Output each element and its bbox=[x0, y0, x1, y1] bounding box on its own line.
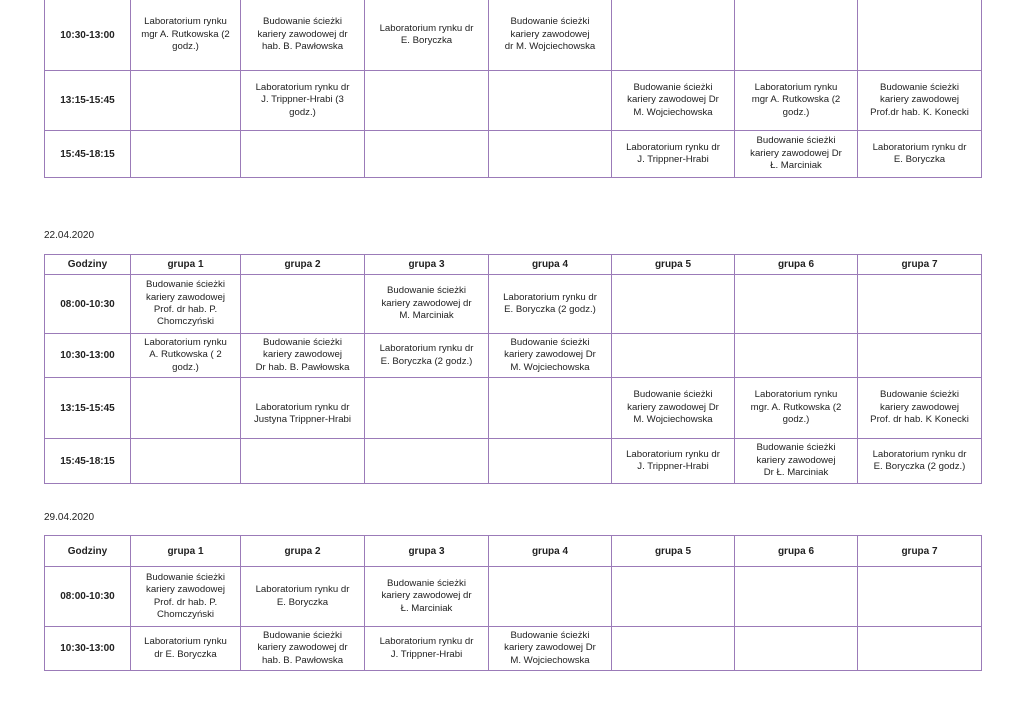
schedule-table-29-04 bbox=[44, 535, 982, 671]
time-slot: 08:00-10:30 bbox=[45, 567, 131, 627]
class-cell bbox=[241, 439, 365, 484]
class-cell: Budowanie ścieżki kariery zawodowej dr hab. B. Pawłowska bbox=[241, 0, 365, 71]
time-slot: 15:45-18:15 bbox=[45, 131, 131, 178]
class-cell bbox=[489, 71, 612, 131]
group-header: grupa 3 bbox=[365, 536, 489, 567]
class-cell bbox=[489, 567, 612, 627]
group-header: grupa 5 bbox=[612, 255, 735, 275]
class-cell bbox=[735, 627, 858, 671]
class-cell: Budowanie ścieżki kariery zawodowej Dr Ł. Marciniak bbox=[735, 131, 858, 178]
class-cell bbox=[365, 131, 489, 178]
class-cell bbox=[489, 131, 612, 178]
group-header: grupa 7 bbox=[858, 536, 982, 567]
class-cell: Laboratorium rynku mgr A. Rutkowska (2 godz.) bbox=[131, 0, 241, 71]
class-cell: Budowanie ścieżki kariery zawodowej Dr M. Wojciechowska bbox=[612, 378, 735, 439]
group-header: grupa 5 bbox=[612, 536, 735, 567]
class-cell bbox=[365, 439, 489, 484]
schedule-row bbox=[45, 334, 982, 378]
class-cell: Budowanie ścieżki kariery zawodowej Dr M. Wojciechowska bbox=[612, 71, 735, 131]
class-cell: Budowanie ścieżki kariery zawodowej Dr M. Wojciechowska bbox=[489, 627, 612, 671]
time-slot: 10:30-13:00 bbox=[45, 0, 131, 71]
class-cell bbox=[241, 275, 365, 334]
class-cell: Laboratorium rynku dr J. Trippner-Hrabi bbox=[612, 439, 735, 484]
group-header: grupa 2 bbox=[241, 536, 365, 567]
class-cell bbox=[131, 71, 241, 131]
group-header: grupa 1 bbox=[131, 255, 241, 275]
header-row bbox=[45, 536, 982, 567]
schedule-row bbox=[45, 567, 982, 627]
class-cell: Laboratorium rynku dr E. Boryczka (2 godz.) bbox=[489, 275, 612, 334]
schedule-row bbox=[45, 627, 982, 671]
group-header: grupa 4 bbox=[489, 255, 612, 275]
time-slot: 13:15-15:45 bbox=[45, 71, 131, 131]
schedule-row bbox=[45, 131, 982, 178]
class-cell: Laboratorium rynku dr J. Trippner-Hrabi (3 godz.) bbox=[241, 71, 365, 131]
hours-header: Godziny bbox=[45, 536, 131, 567]
class-cell: Laboratorium rynku dr E. Boryczka bbox=[241, 567, 365, 627]
class-cell: Laboratorium rynku dr E. Boryczka (2 godz.) bbox=[858, 439, 982, 484]
class-cell: Budowanie ścieżki kariery zawodowej Prof. dr hab. K Konecki bbox=[858, 378, 982, 439]
class-cell bbox=[858, 275, 982, 334]
class-cell bbox=[612, 0, 735, 71]
class-cell: Budowanie ścieżki kariery zawodowej dr hab. B. Pawłowska bbox=[241, 627, 365, 671]
class-cell: Laboratorium rynku A. Rutkowska ( 2 godz.) bbox=[131, 334, 241, 378]
class-cell: Laboratorium rynku dr J. Trippner-Hrabi bbox=[365, 627, 489, 671]
group-header: grupa 4 bbox=[489, 536, 612, 567]
schedule-row bbox=[45, 378, 982, 439]
time-slot: 15:45-18:15 bbox=[45, 439, 131, 484]
class-cell bbox=[858, 0, 982, 71]
class-cell bbox=[131, 378, 241, 439]
class-cell: Laboratorium rynku dr Justyna Trippner-Hrabi bbox=[241, 378, 365, 439]
class-cell: Laboratorium rynku mgr. A. Rutkowska (2 godz.) bbox=[735, 378, 858, 439]
header-row bbox=[45, 255, 982, 275]
class-cell bbox=[365, 378, 489, 439]
hours-header: Godziny bbox=[45, 255, 131, 275]
class-cell bbox=[858, 567, 982, 627]
class-cell bbox=[735, 334, 858, 378]
time-slot: 13:15-15:45 bbox=[45, 378, 131, 439]
class-cell: Budowanie ścieżki kariery zawodowej Dr Ł. Marciniak bbox=[735, 439, 858, 484]
time-slot: 10:30-13:00 bbox=[45, 627, 131, 671]
schedule-row bbox=[45, 71, 982, 131]
schedule-row bbox=[45, 439, 982, 484]
class-cell bbox=[612, 567, 735, 627]
group-header: grupa 6 bbox=[735, 536, 858, 567]
time-slot: 10:30-13:00 bbox=[45, 334, 131, 378]
class-cell bbox=[858, 334, 982, 378]
class-cell: Budowanie ścieżki kariery zawodowej dr Ł. Marciniak bbox=[365, 567, 489, 627]
group-header: grupa 3 bbox=[365, 255, 489, 275]
date-label: 22.04.2020 bbox=[44, 230, 95, 241]
class-cell: Laboratorium rynku dr J. Trippner-Hrabi bbox=[612, 131, 735, 178]
class-cell: Budowanie ścieżki kariery zawodowej dr M. Marciniak bbox=[365, 275, 489, 334]
class-cell bbox=[241, 131, 365, 178]
class-cell bbox=[131, 131, 241, 178]
class-cell bbox=[858, 627, 982, 671]
group-header: grupa 1 bbox=[131, 536, 241, 567]
class-cell: Budowanie ścieżki kariery zawodowej Prof. dr hab. P. Chomczyński bbox=[131, 275, 241, 334]
date-label: 29.04.2020 bbox=[44, 512, 95, 523]
group-header: grupa 7 bbox=[858, 255, 982, 275]
schedule-row bbox=[45, 0, 982, 71]
class-cell: Laboratorium rynku dr E. Boryczka bbox=[131, 627, 241, 671]
class-cell: Budowanie ścieżki kariery zawodowej Dr M. Wojciechowska bbox=[489, 334, 612, 378]
class-cell: Budowanie ścieżki kariery zawodowej Prof.dr hab. K. Konecki bbox=[858, 71, 982, 131]
class-cell: Budowanie ścieżki kariery zawodowej dr M. Wojciechowska bbox=[489, 0, 612, 71]
class-cell: Budowanie ścieżki kariery zawodowej Dr hab. B. Pawłowska bbox=[241, 334, 365, 378]
schedule-table-continued bbox=[44, 0, 982, 178]
class-cell bbox=[489, 439, 612, 484]
time-slot: 08:00-10:30 bbox=[45, 275, 131, 334]
class-cell bbox=[735, 275, 858, 334]
class-cell: Laboratorium rynku dr E. Boryczka (2 godz.) bbox=[365, 334, 489, 378]
class-cell: Budowanie ścieżki kariery zawodowej Prof. dr hab. P. Chomczyński bbox=[131, 567, 241, 627]
class-cell bbox=[365, 71, 489, 131]
group-header: grupa 2 bbox=[241, 255, 365, 275]
schedule-table-22-04 bbox=[44, 254, 982, 484]
class-cell bbox=[612, 275, 735, 334]
class-cell: Laboratorium rynku dr E. Boryczka bbox=[858, 131, 982, 178]
class-cell: Laboratorium rynku mgr A. Rutkowska (2 godz.) bbox=[735, 71, 858, 131]
class-cell bbox=[735, 567, 858, 627]
class-cell bbox=[131, 439, 241, 484]
class-cell bbox=[489, 378, 612, 439]
class-cell: Laboratorium rynku dr E. Boryczka bbox=[365, 0, 489, 71]
class-cell bbox=[612, 627, 735, 671]
class-cell bbox=[612, 334, 735, 378]
schedule-row bbox=[45, 275, 982, 334]
class-cell bbox=[735, 0, 858, 71]
group-header: grupa 6 bbox=[735, 255, 858, 275]
